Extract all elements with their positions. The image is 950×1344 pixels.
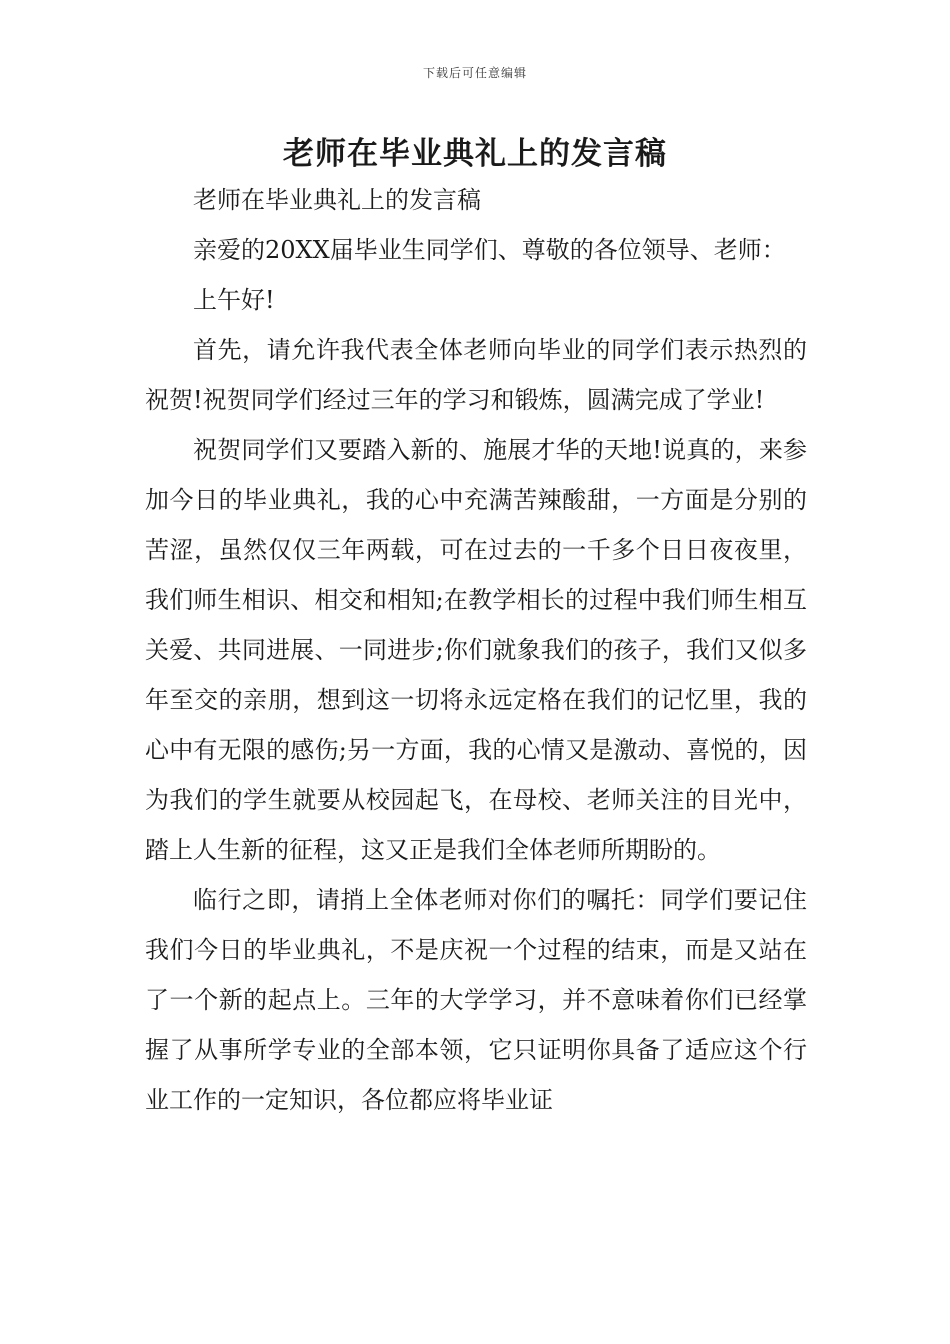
paragraph-greeting: 上午好! — [193, 286, 275, 314]
document-title: 老师在毕业典礼上的发言稿 — [283, 136, 667, 172]
header-note: 下载后可任意编辑 — [422, 66, 527, 80]
paragraph-advice: 临行之即，请捎上全体老师对你们的嘱托：同学们要记住我们今日的毕业典礼，不是庆祝一个过程的结束，而是又站在了一个新的起点上。三年的大学学习，并不意味着你们已经掌握了从事所学专业的全部本领，它只证明你具备了适应这个行业工作的一定知识，各位都应将毕业证 — [145, 886, 807, 1114]
paragraph-subtitle: 老师在毕业典礼上的发言稿 — [193, 186, 481, 214]
document-body — [145, 175, 807, 1125]
paragraph-feelings: 祝贺同学们又要踏入新的、施展才华的天地!说真的，来参加今日的毕业典礼，我的心中充满苦辣酸甜，一方面是分别的苦涩，虽然仅仅三年两载，可在过去的一千多个日日夜夜里，我们师生相识、相交和相知;在教学相长的过程中我们师生相互关爱、共同进展、一同进步;你们就象我们的孩子，我们又似多年至交的亲朋，想到这一切将永远定格在我们的记忆里，我的心中有无限的感伤;另一方面，我的心情又是激动、喜悦的，因为我们的学生就要从校园起飞，在母校、老师关注的目光中，踏上人生新的征程，这又正是我们全体老师所期盼的。 — [145, 436, 807, 864]
paragraph-salutation: 亲爱的20XX届毕业生同学们、尊敬的各位领导、老师： — [193, 236, 786, 264]
paragraph-congratulations: 首先，请允许我代表全体老师向毕业的同学们表示热烈的祝贺!祝贺同学们经过三年的学习和锻炼，圆满完成了学业! — [145, 336, 807, 414]
